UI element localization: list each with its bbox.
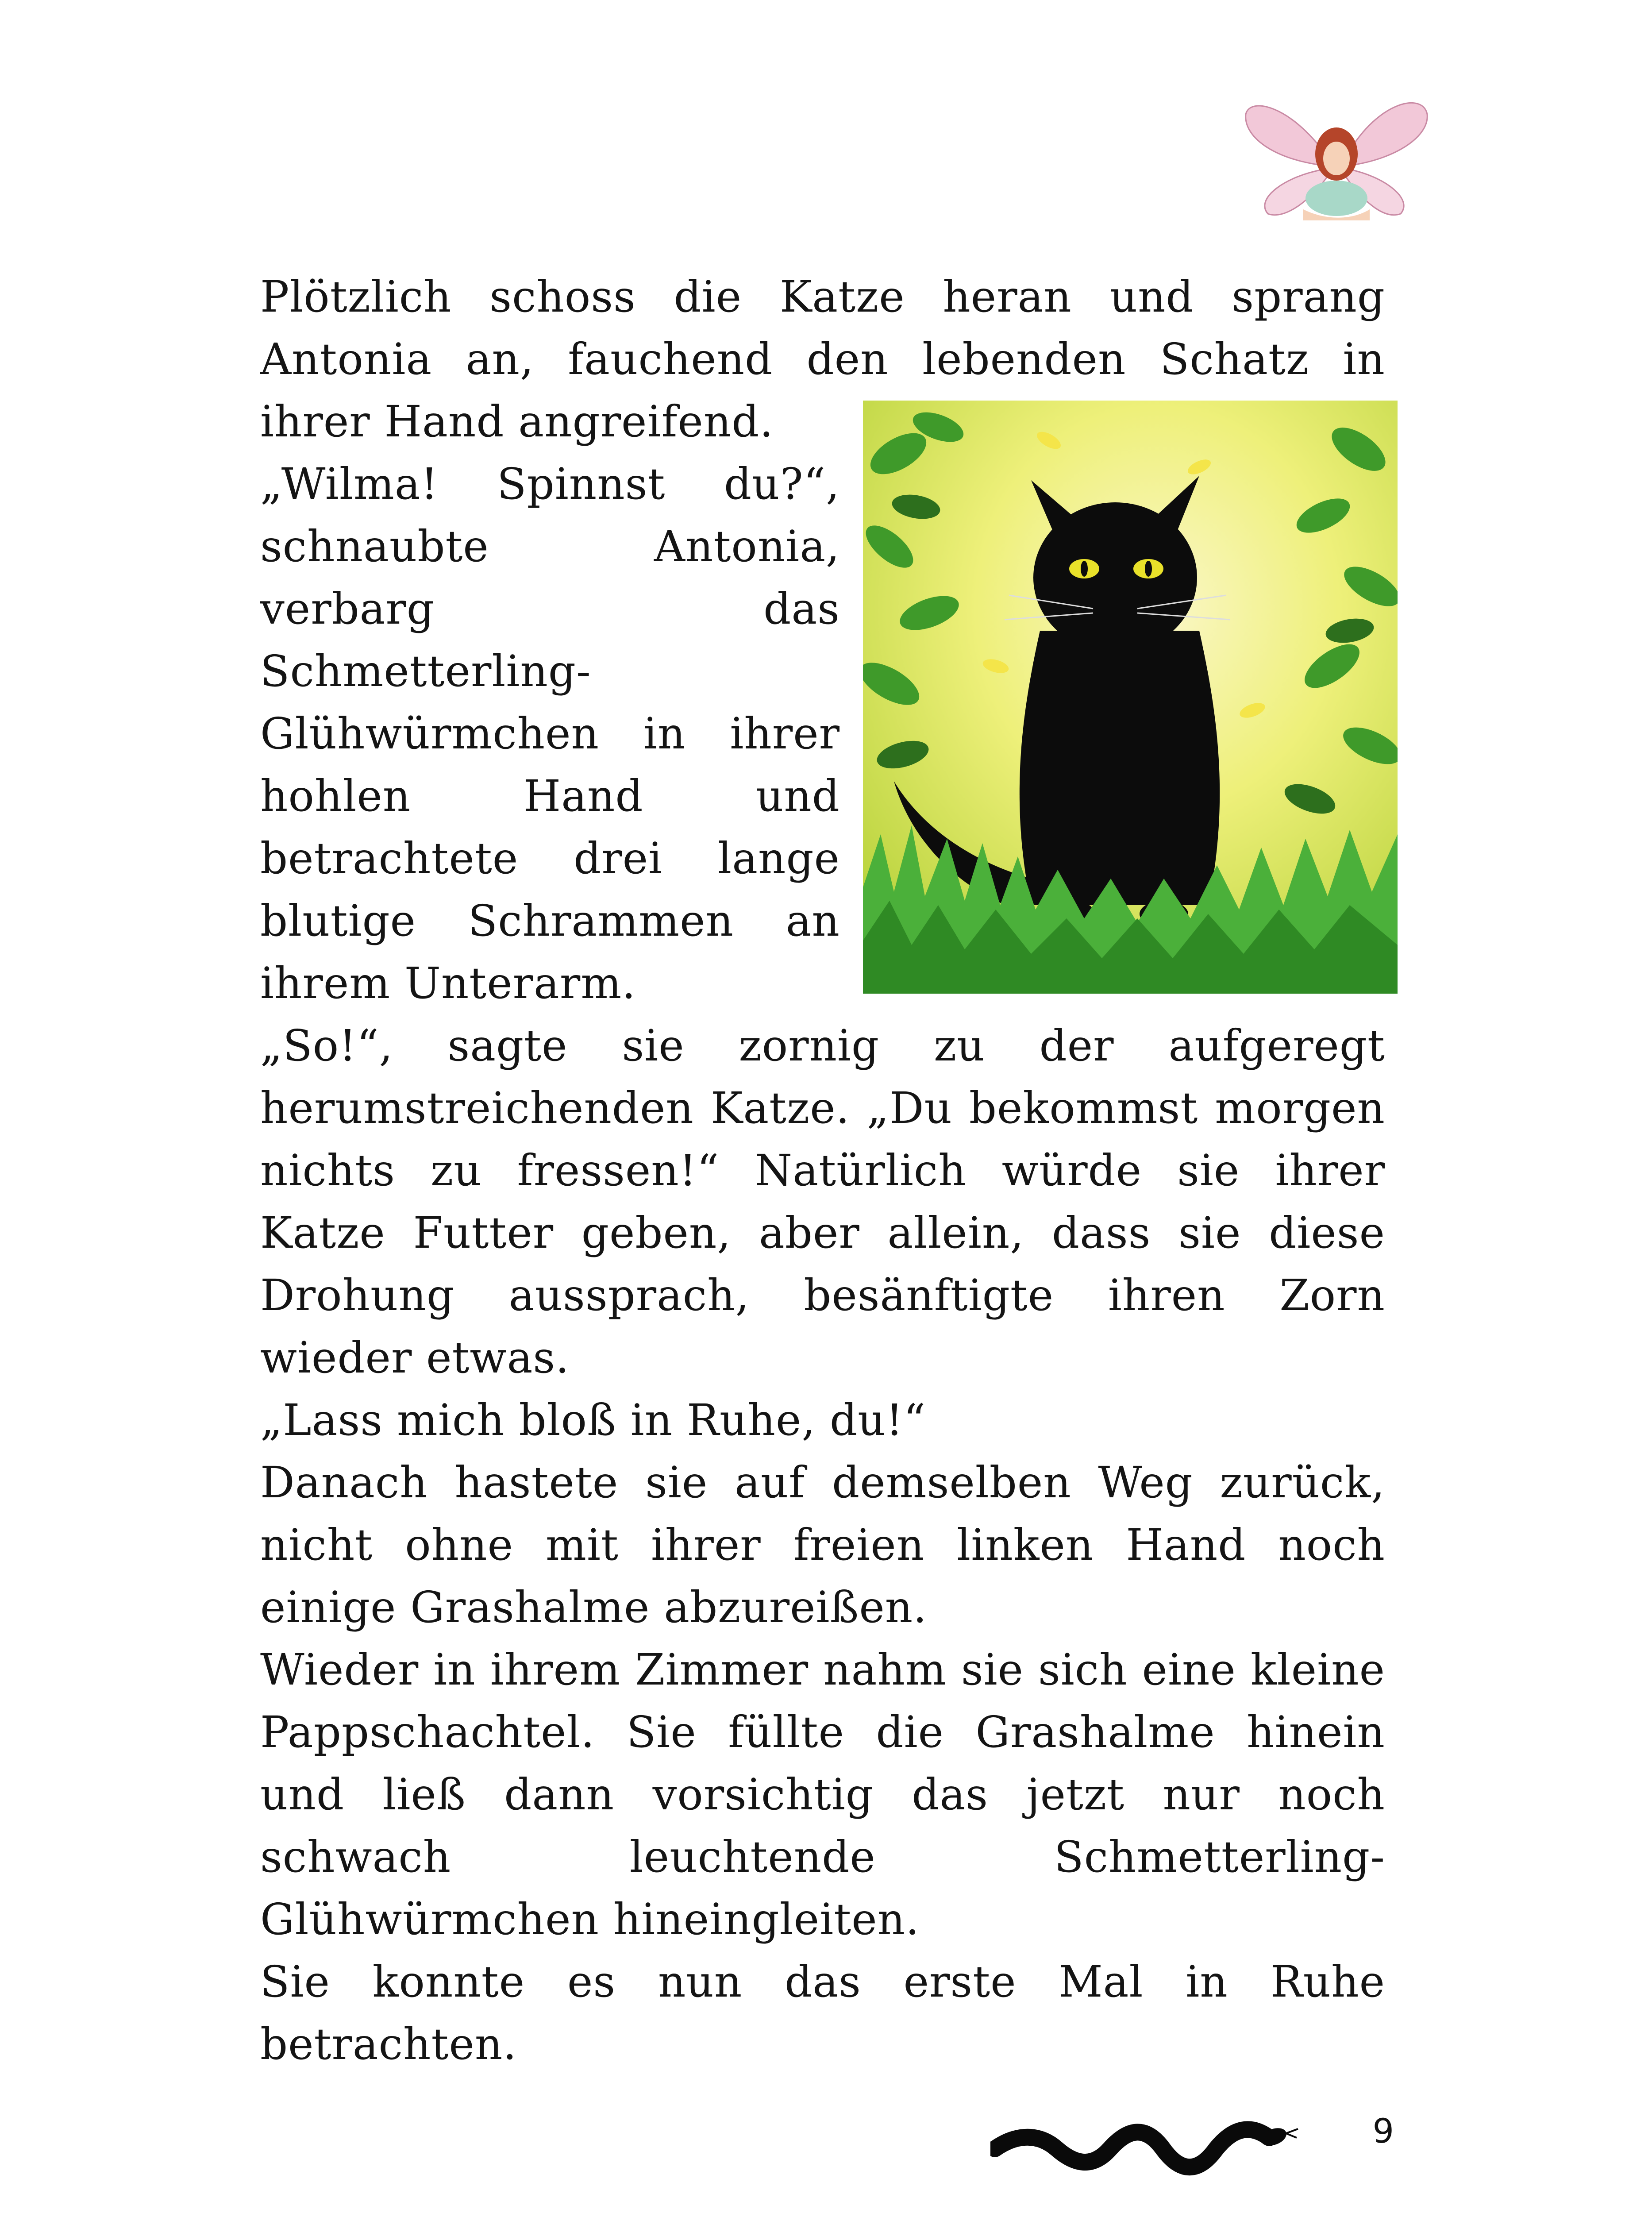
paragraph-3: „So!“, sagte sie zornig zu der aufgeregt herumstreichenden Katze. „Du bekommst morgen nichts zu fressen!“ Natürlich würde sie ihrer Katze Futter geben, aber allein, dass sie diese Drohung aussprach, besänftigte ihren Zorn wieder etwas. [260,1021,1385,1383]
fairy-illustration [1237,88,1432,229]
paragraph-5: Danach hastete sie auf demselben Weg zurück, nicht ohne mit ihrer freien linken Hand noch einige Grashalme abzureißen. [260,1457,1385,1632]
paragraph-1: Plötzlich schoss die Katze heran und sprang Antonia an, fauchend den lebenden Schatz in ihrer Hand angreifend. [260,272,1385,447]
black-cat-illustration [863,401,1398,994]
paragraph-4: „Lass mich bloß in Ruhe, du!“ [260,1395,926,1445]
paragraph-7: Sie konnte es nun das erste Mal in Ruhe betrachten. [260,1957,1385,2069]
paragraph-6: Wieder in ihrem Zimmer nahm sie sich eine kleine Pappschachtel. Sie füllte die Grashalme hinein und ließ dann vorsichtig das jetzt nur noch schwach leuchtende Schmetterling-Glühwürmchen hineingleiten. [260,1645,1385,1944]
paragraph-2: „Wilma! Spinnst du?“, schnaubte Antonia, verbarg das Schmetterling-Glühwürmchen in ihrer hohlen Hand und betrachtete drei lange blutige Schrammen an ihrem Unterarm. [260,459,840,1008]
page-number: 9 [1372,2111,1394,2151]
snake-icon [990,2107,1300,2191]
